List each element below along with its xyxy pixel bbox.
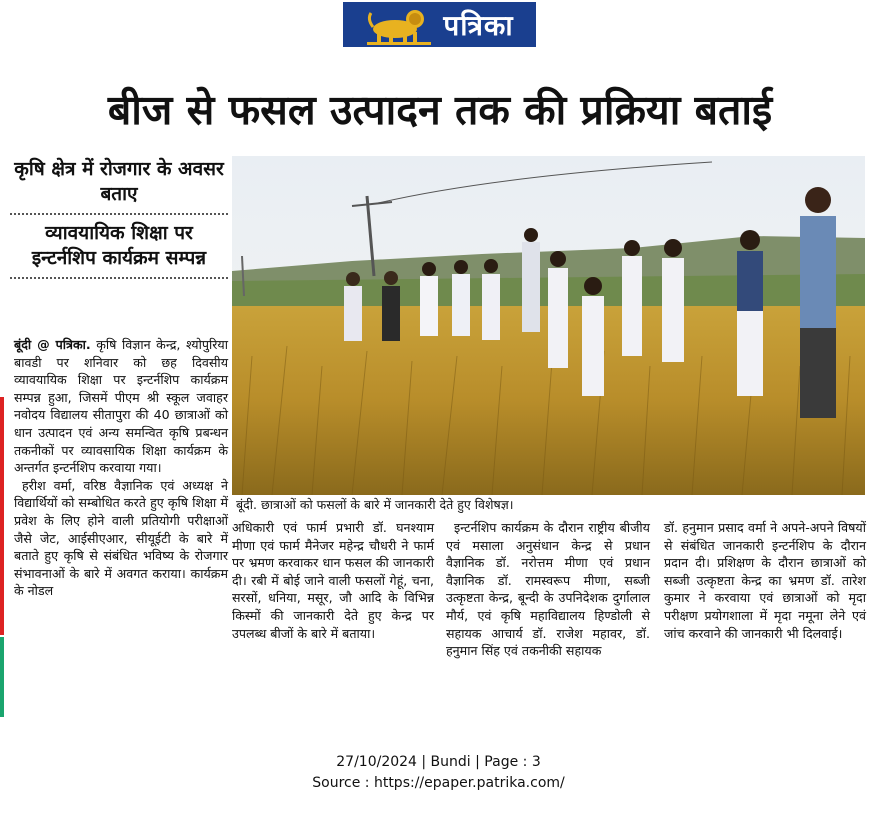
article-column-2: अधिकारी एवं फार्म प्रभारी डॉ. घनश्याम मीणा एवं फार्म मैनेजर महेन्द्र चौधरी ने फार्म पर भ्रमण करवाकर धान फसल की जानकारी दी। रबी में बोई जाने वाली फसलों गेहूं, चना, सरसों, धनिया, मसूर, जौ आदि के विभिन्न किस्मों की जानकारी देते हुए केन्द्र पर उपलब्ध बीजों के बारे में बताया। (232, 520, 434, 641)
brand-name: पत्रिका (443, 8, 514, 42)
divider (10, 277, 228, 279)
divider (10, 213, 228, 215)
dateline: बूंदी @ पत्रिका. (14, 337, 91, 352)
news-photo (232, 156, 865, 495)
masthead-logo (343, 2, 536, 47)
column-1-paragraph-2: हरीश वर्मा, वरिष्ठ वैज्ञानिक एवं अध्यक्ष ने विद्यार्थियों को सम्बोधित करते हुए कृषि शिक्षा में प्रवेश के लिए होने वाली प्रतियोगी परीक्षाओं जैसे जेट, आईसीएआर, सीयूईटी के बारे में बताते हुए कृषि से संबंधित भविष्य के रोजगार संभावनाओं के बारे में अवगत कराया। कार्यक्रम के नोडल (14, 477, 228, 599)
footer-source: Source : https://epaper.patrika.com/ (312, 775, 565, 791)
article-column-4: डॉ. हनुमान प्रसाद वर्मा ने अपने-अपने विषयों से संबंधित जानकारी इन्टर्नशिप के दौरान प्रदान दी। प्रशिक्षण के दौरान छात्राओं को सब्जी उत्कृष्टता केन्द्र का भ्रमण डॉ. तारेश कुमार ने करवाया एवं छात्राओं को मृदा परीक्षण प्रयोगशाला में मृदा नमूना लेने एवं जांच करवाने की जानकारी भी दिलवाई। (664, 520, 866, 641)
photo-caption: बूंदी. छात्राओं को फसलों के बारे में जानकारी देते हुए विशेषज्ञ। (232, 495, 865, 515)
lion-emblem-icon (365, 5, 433, 45)
field-photo-image (232, 156, 865, 495)
article-column-3: इन्टर्नशिप कार्यक्रम के दौरान राष्ट्रीय बीजीय एवं मसाला अनुसंधान केन्द्र से प्रधान वैज्ञानिक डॉ. नरोत्तम मीणा एवं प्रधान वैज्ञानिक डॉ. रामस्वरूप मीणा, सब्जी उत्कृष्टता केन्द्र, बून्दी के उपनिदेशक दुर्गालाल मौर्य, एवं कृषि महाविद्यालय हिण्डोली से सहायक आचार्य डॉ. राजेश महावर, डॉ. हनुमान सिंह एवं तकनीकी सहायक (446, 520, 650, 659)
footer-date-page: 27/10/2024 | Bundi | Page : 3 (336, 754, 541, 770)
headline: बीज से फसल उत्पादन तक की प्रक्रिया बताई (107, 86, 773, 134)
accent-bar-red (0, 397, 4, 635)
column-1-paragraph-1: कृषि विज्ञान केन्द्र, श्योपुरिया बावडी पर शनिवार को छह दिवसीय व्यावयायिक शिक्षा पर इन्टर्नशिप कार्यक्रम सम्पन्न हुआ, जिसमें पीएम श्री स्कूल जवाहर नवोदय विद्यालय सीतापुरा की 40 छात्राओं को धान उत्पादन एवं अन्य समन्वित कृषि प्रबन्धन तकनीकों पर व्यावसायिक शिक्षा कार्यक्रम के अन्तर्गत इन्टर्नशिप करवाया गया। (14, 337, 228, 476)
accent-bar-green (0, 637, 4, 717)
left-subheads (10, 157, 228, 285)
subhead-second: व्यावयायिक शिक्षा पर इन्टर्नशिप कार्यक्रम सम्पन्न (31, 222, 207, 269)
article-column-1 (14, 336, 228, 600)
subhead-first: कृषि क्षेत्र में रोजगार के अवसर बताए (14, 158, 224, 205)
